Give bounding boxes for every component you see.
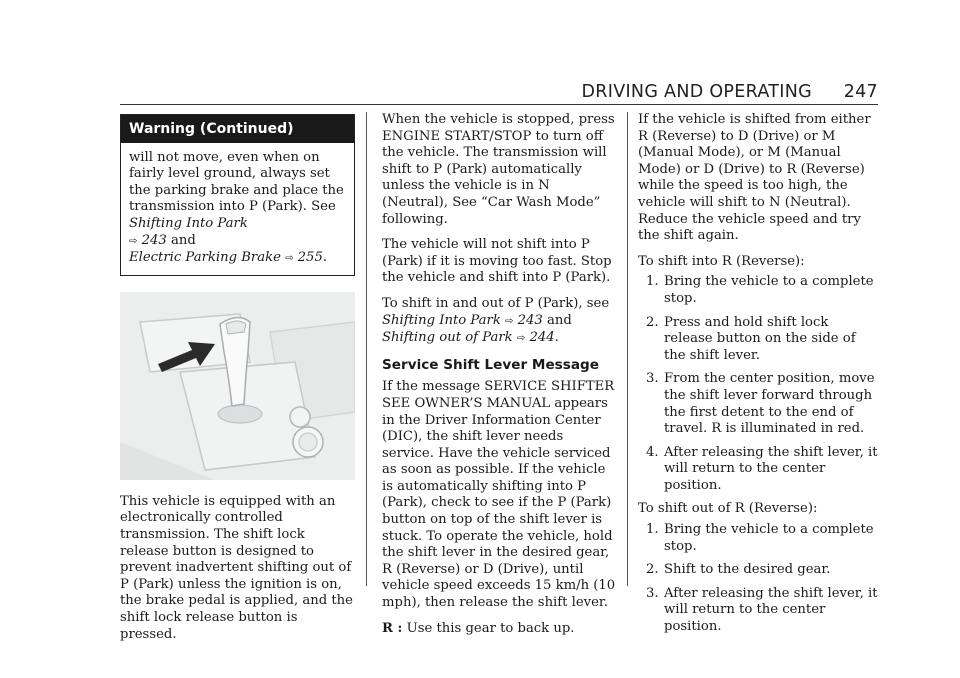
body-paragraph: This vehicle is equipped with an electronically controlled transmission. The shift lock release button is designed to prevent inadvertent shifting out of P (Park) unless the ignition is on, the brake pedal is applied, and the shift lock release button is pressed. — [120, 493, 353, 642]
link-shifting-into-park[interactable]: Shifting Into Park — [129, 215, 248, 231]
link-electric-parking-brake[interactable]: Electric Parking Brake — [129, 250, 281, 266]
page-ref-icon: ⇨ — [516, 333, 526, 345]
page-ref-icon: ⇨ — [129, 235, 138, 247]
column-divider — [627, 112, 628, 586]
steps-into-reverse — [638, 274, 878, 494]
page-ref-icon: ⇨ — [505, 315, 514, 327]
list-item: 1. Bring the vehicle to a complete stop. — [646, 522, 874, 554]
page-ref[interactable]: 243 — [141, 232, 167, 248]
body-paragraph: When the vehicle is stopped, press ENGINE START/STOP to turn off the vehicle. The transmission will shift to P (Park) automatically unless the vehicle is in N (Neutral), See “Car Wash Mode” following. — [382, 112, 615, 227]
section-title: DRIVING AND OPERATING — [581, 82, 812, 102]
list-item: 3. After releasing the shift lever, it will return to the center position. — [646, 585, 878, 635]
list-item: 2. Shift to the desired gear. — [646, 562, 831, 578]
warning-box — [120, 114, 355, 276]
warning-text: will not move, even when on fairly level ground, always set the parking brake and place the transmission into P (Park). See Shifting Into Park ⇨ 243 and Electric Parking Brake ⇨ 255. — [129, 149, 344, 266]
procedure-intro: To shift into R (Reverse): — [638, 253, 805, 269]
link-shifting-into-park[interactable]: Shifting Into Park — [382, 312, 501, 328]
steps-out-of-reverse — [638, 522, 878, 636]
list-item: 4. After releasing the shift lever, it will return to the center position. — [646, 444, 878, 493]
body-paragraph: If the message SERVICE SHIFTER SEE OWNER’S MANUAL appears in the Driver Information Center (DIC), the shift lever needs service. Have the vehicle serviced as soon as possible. If the vehicle is automatically shifting into P (Park), check to see if the P (Park) button on top of the shift lever is stuck. To operate the vehicle, hold the shift lever in the desired gear, R (Reverse) or D (Drive), until vehicle speed exceeds 15 km/h (10 mph), then release the shift lever. — [382, 379, 616, 611]
link-shifting-out-of-park[interactable]: Shifting out of Park — [382, 330, 513, 346]
page-ref-icon: ⇨ — [285, 253, 294, 265]
procedure-intro: To shift out of R (Reverse): — [638, 501, 818, 517]
body-paragraph: To shift in and out of P (Park), see Shifting Into Park ⇨ 243 and Shifting out of Park ⇨ 244. — [382, 295, 610, 346]
list-item: 2. Press and hold shift lock release button on the side of the shift lever. — [646, 314, 856, 363]
page-ref[interactable]: 255 — [297, 250, 323, 266]
column-2 — [382, 112, 617, 646]
column-divider — [366, 112, 367, 586]
page-ref[interactable]: 244 — [529, 330, 555, 346]
list-item: 1. Bring the vehicle to a complete stop. — [646, 274, 874, 306]
gear-definition: R : Use this gear to back up. — [382, 620, 575, 636]
header-rule — [120, 104, 878, 105]
page-number: 247 — [843, 82, 878, 102]
column-1 — [120, 112, 355, 652]
body-paragraph: If the vehicle is shifted from either R (Reverse) to D (Drive) or M (Manual Mode), or M (Manual Mode) or D (Drive) to R (Reverse) while the speed is too high, the vehicle will shift to N (Neutral). Reduce the vehicle speed and try the shift again. — [638, 112, 871, 244]
section-heading: Service Shift Lever Message — [382, 356, 599, 373]
warning-title: Warning (Continued) — [121, 115, 354, 143]
warning-body — [121, 143, 354, 275]
gear-label: R : — [382, 620, 403, 636]
shift-lever-illustration — [120, 292, 355, 480]
body-paragraph: The vehicle will not shift into P (Park) if it is moving too fast. Stop the vehicle and shift into P (Park). — [382, 237, 612, 286]
page-ref[interactable]: 243 — [517, 312, 543, 328]
page-header — [120, 82, 878, 104]
list-item: 3. From the center position, move the shift lever forward through the first detent to the end of travel. R is illuminated in red. — [646, 371, 875, 437]
column-3 — [638, 112, 878, 643]
